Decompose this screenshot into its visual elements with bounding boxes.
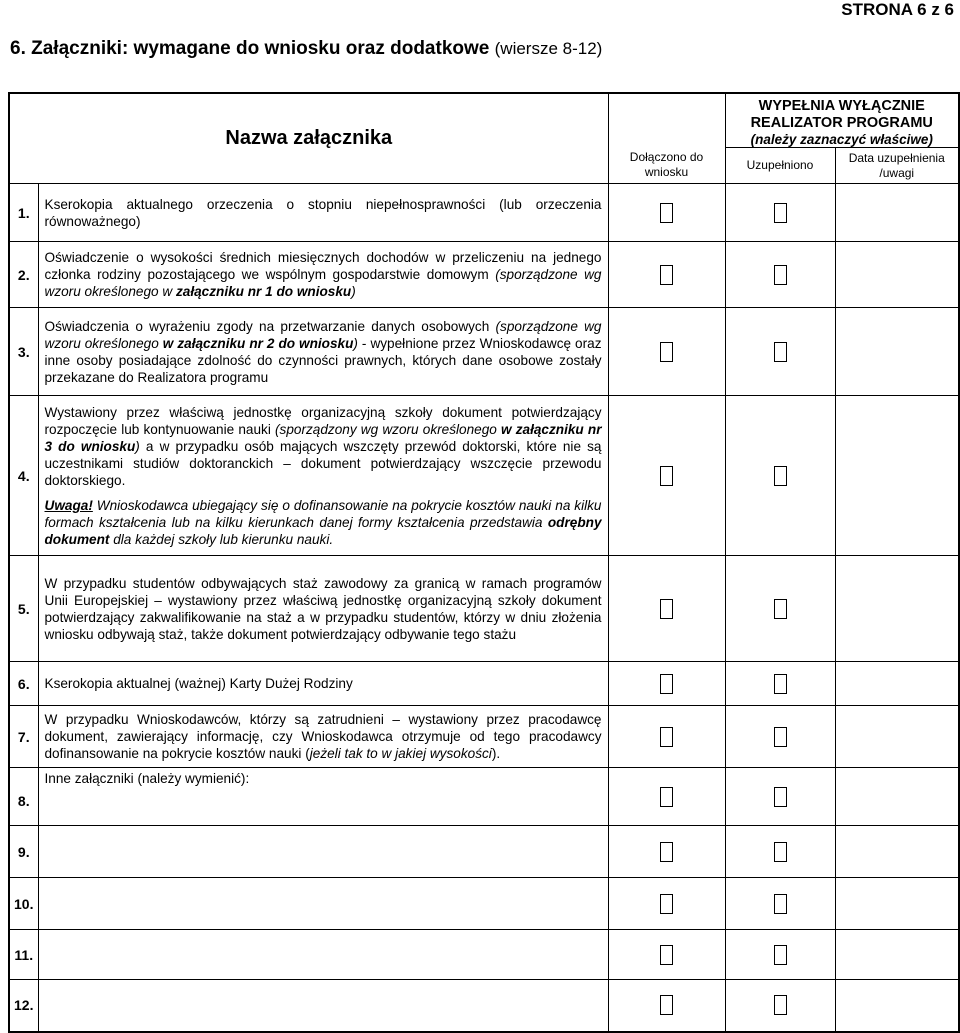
completion-date-field[interactable]	[835, 768, 959, 826]
attachment-row	[9, 768, 959, 826]
completed-checkbox[interactable]	[774, 342, 787, 362]
attachment-row	[9, 706, 959, 768]
attachment-row	[9, 930, 959, 980]
row-description: W przypadku Wnioskodawców, którzy są zatrudnieni – wystawiony przez pracodawcę dokument, zawierający informację, czy Wnioskodawca otrzymuje od tego pracodawcy dofinansowanie na pokrycie kosztów nauki (jeżeli tak to w jakiej wysokości).	[38, 706, 608, 768]
realizer-note: (należy zaznaczyć właściwe)	[750, 132, 933, 147]
row-number: 4.	[9, 396, 38, 556]
attached-checkbox[interactable]	[660, 265, 673, 285]
row-description-field[interactable]	[38, 878, 608, 930]
attached-checkbox[interactable]	[660, 787, 673, 807]
attached-checkbox[interactable]	[660, 945, 673, 965]
attachment-row	[9, 878, 959, 930]
attachments-table	[8, 92, 960, 1033]
attached-checkbox[interactable]	[660, 842, 673, 862]
completion-date-field[interactable]	[835, 826, 959, 878]
row-number: 3.	[9, 308, 38, 396]
row-number: 11.	[9, 930, 38, 980]
completed-checkbox[interactable]	[774, 727, 787, 747]
attachment-row	[9, 242, 959, 308]
completion-date-field[interactable]	[835, 242, 959, 308]
row-number: 7.	[9, 706, 38, 768]
completion-date-field[interactable]	[835, 556, 959, 662]
row-number: 1.	[9, 184, 38, 242]
row-number: 6.	[9, 662, 38, 706]
completion-date-field[interactable]	[835, 930, 959, 980]
completed-checkbox[interactable]	[774, 894, 787, 914]
row-number: 10.	[9, 878, 38, 930]
attachment-row	[9, 184, 959, 242]
completion-date-field[interactable]	[835, 396, 959, 556]
row-description: Inne załączniki (należy wymienić):	[38, 768, 608, 826]
realizer-line1: WYPEŁNIA WYŁĄCZNIE	[758, 98, 925, 114]
section-title	[10, 38, 602, 60]
note-label: Uwaga!	[44, 497, 93, 513]
completion-date-field[interactable]	[835, 308, 959, 396]
section-subtitle: (wiersze 8-12)	[494, 39, 603, 58]
row-description: W przypadku studentów odbywających staż zawodowy za granicą w ramach programów Unii Europejskiej – wystawiony przez właściwą jednostkę organizacyjną szkoły dokument potwierdzający zakwalifikowanie na staż a w przypadku studentów, którzy w dniu złożenia wniosku odbywają staż, także dokument potwierdzający odbywanie tego stażu	[38, 556, 608, 662]
attached-checkbox[interactable]	[660, 674, 673, 694]
completed-header: Uzupełniono	[725, 148, 835, 184]
completion-date-header: Data uzupełnienia /uwagi	[835, 148, 959, 184]
row-number: 5.	[9, 556, 38, 662]
attached-checkbox[interactable]	[660, 342, 673, 362]
completion-date-field[interactable]	[835, 706, 959, 768]
attachment-name-header: Nazwa załącznika	[9, 93, 608, 184]
attachment-row	[9, 556, 959, 662]
realizer-header	[725, 93, 959, 148]
row-description: Wystawiony przez właściwą jednostkę organizacyjną szkoły dokument potwierdzający rozpoczęcie lub kontynuowanie nauki (sporządzony wg wzoru określonego w załączniku nr 3 do wniosku) a w przypadku osób mających wszczęty przewód doktorski, które nie są uczestnikami studiów doktoranckich – dokument potwierdzający wszczęcie przewodu doktorskiego. Uwaga! Wnioskodawca ubiegający się o dofinansowanie na pokrycie kosztów nauki na kilku formach kształcenia lub na kilku kierunkach danej formy kształcenia przedstawia odrębny dokument dla każdej szkoły lub kierunku nauki.	[38, 396, 608, 556]
row-description: Oświadczenie o wysokości średnich miesięcznych dochodów w przeliczeniu na jednego członka rodziny pozostającego we wspólnym gospodarstwie domowym (sporządzone wg wzoru określonego w załączniku nr 1 do wniosku)	[38, 242, 608, 308]
row-description-field[interactable]	[38, 930, 608, 980]
page-number: STRONA 6 z 6	[841, 0, 954, 19]
completed-checkbox[interactable]	[774, 203, 787, 223]
row-number: 2.	[9, 242, 38, 308]
attachment-row	[9, 662, 959, 706]
row-number: 8.	[9, 768, 38, 826]
completed-checkbox[interactable]	[774, 674, 787, 694]
attachment-row	[9, 826, 959, 878]
row-number: 12.	[9, 980, 38, 1032]
row-description: Kserokopia aktualnego orzeczenia o stopniu niepełnosprawności (lub orzeczenia równoważnego)	[38, 184, 608, 242]
completion-date-field[interactable]	[835, 184, 959, 242]
attached-checkbox[interactable]	[660, 599, 673, 619]
row-description: Kserokopia aktualnej (ważnej) Karty Dużej Rodziny	[38, 662, 608, 706]
attached-checkbox[interactable]	[660, 894, 673, 914]
completed-checkbox[interactable]	[774, 787, 787, 807]
row-description: Oświadczenia o wyrażeniu zgody na przetwarzanie danych osobowych (sporządzone wg wzoru określonego w załączniku nr 2 do wniosku) - wypełnione przez Wnioskodawcę oraz inne osoby posiadające zdolność do czynności prawnych, których dane osobowe zostały przekazane do Realizatora programu	[38, 308, 608, 396]
completed-checkbox[interactable]	[774, 945, 787, 965]
realizer-line2: REALIZATOR PROGRAMU	[750, 115, 933, 131]
completed-checkbox[interactable]	[774, 842, 787, 862]
section-title-text: 6. Załączniki: wymagane do wniosku oraz dodatkowe	[10, 38, 490, 59]
attached-checkbox[interactable]	[660, 203, 673, 223]
completion-date-field[interactable]	[835, 662, 959, 706]
completed-checkbox[interactable]	[774, 599, 787, 619]
attachment-row	[9, 308, 959, 396]
completed-checkbox[interactable]	[774, 995, 787, 1015]
attachment-row	[9, 396, 959, 556]
attached-checkbox[interactable]	[660, 466, 673, 486]
attached-checkbox[interactable]	[660, 995, 673, 1015]
row-number: 9.	[9, 826, 38, 878]
completed-checkbox[interactable]	[774, 265, 787, 285]
attached-header: Dołączono do wniosku	[608, 93, 725, 184]
row-description-field[interactable]	[38, 826, 608, 878]
completion-date-field[interactable]	[835, 878, 959, 930]
completed-checkbox[interactable]	[774, 466, 787, 486]
attached-checkbox[interactable]	[660, 727, 673, 747]
